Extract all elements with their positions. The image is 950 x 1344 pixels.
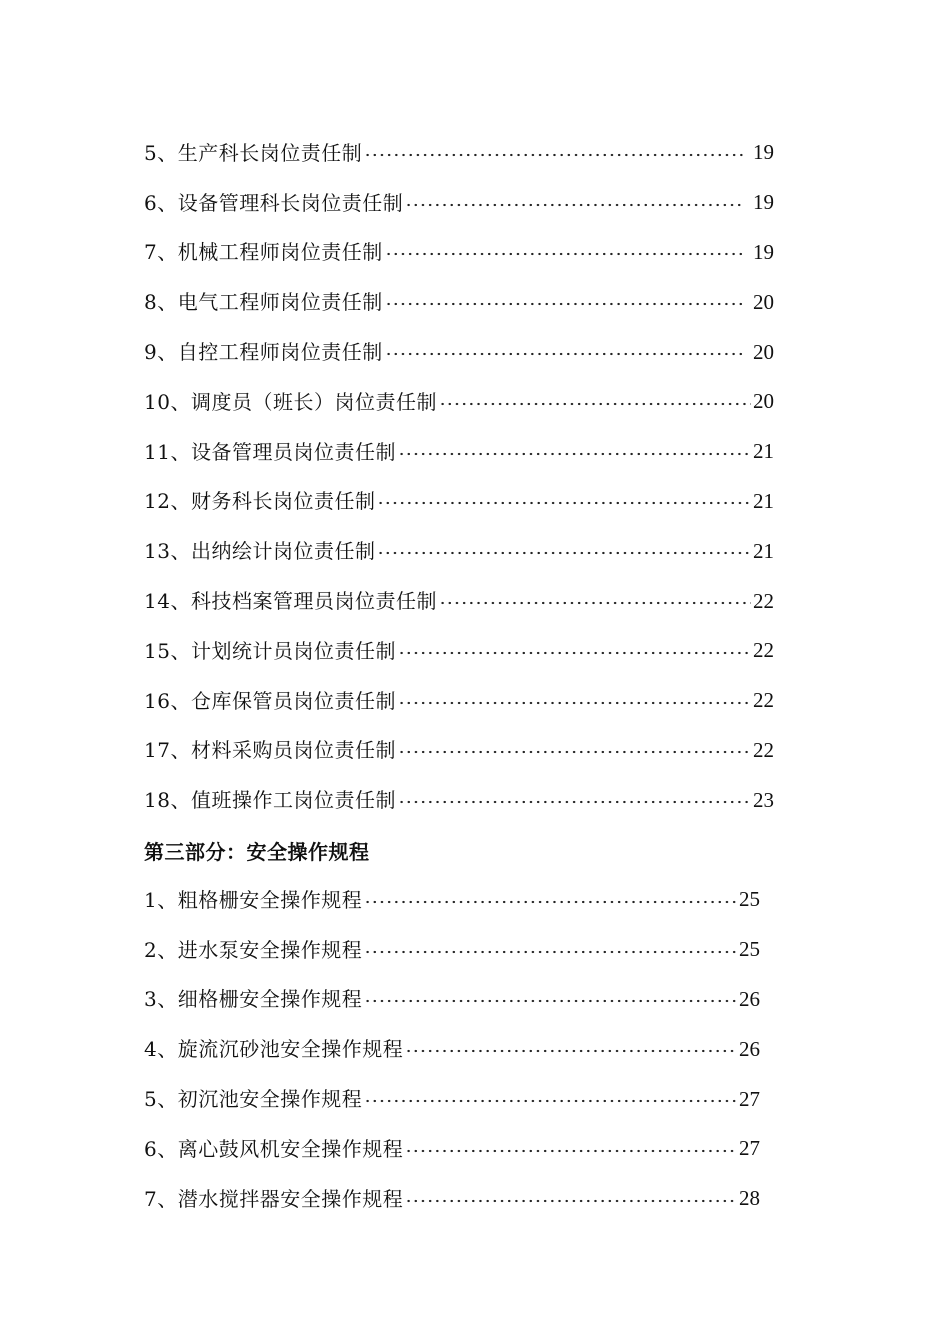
dot-leader <box>364 999 737 1003</box>
toc-entry-title: 14、科技档案管理员岗位责任制 <box>144 589 437 614</box>
toc-entry[interactable] <box>144 1024 760 1074</box>
dot-leader <box>405 1199 737 1203</box>
toc-entry-title: 10、调度员（班长）岗位责任制 <box>144 389 437 414</box>
dot-leader <box>405 1149 737 1153</box>
toc-entry-page: 22 <box>753 638 774 663</box>
toc-entry[interactable] <box>144 377 774 427</box>
toc-entry[interactable] <box>144 327 774 377</box>
toc-entry-page: 22 <box>753 688 774 713</box>
dot-leader <box>398 800 751 804</box>
toc-entry-page: 20 <box>753 289 774 314</box>
dot-leader <box>405 203 743 207</box>
toc-entry-title: 6、设备管理科长岗位责任制 <box>144 190 404 215</box>
section-heading-part3: 第三部分：安全操作规程 <box>144 839 370 864</box>
toc-entry[interactable] <box>144 576 774 626</box>
toc-entry-title: 5、生产科长岗位责任制 <box>144 140 363 165</box>
toc-entry-title: 7、潜水搅拌器安全操作规程 <box>144 1186 404 1211</box>
dot-leader <box>398 701 751 705</box>
dot-leader <box>405 1049 737 1053</box>
toc-entry-title: 7、机械工程师岗位责任制 <box>144 240 383 265</box>
toc-entry-title: 3、细格栅安全操作规程 <box>144 987 363 1012</box>
toc-entry[interactable] <box>144 526 774 576</box>
toc-entry[interactable] <box>144 427 774 477</box>
dot-leader <box>398 452 751 456</box>
toc-entry-title: 13、出纳绘计岗位责任制 <box>144 539 376 564</box>
toc-entry-title: 4、旋流沉砂池安全操作规程 <box>144 1037 404 1062</box>
toc-entry[interactable] <box>144 626 774 676</box>
dot-leader <box>439 402 751 406</box>
toc-entry-title: 15、计划统计员岗位责任制 <box>144 638 396 663</box>
toc-entry-page: 20 <box>753 339 774 364</box>
toc-entry[interactable] <box>144 277 774 327</box>
toc-entry-title: 8、电气工程师岗位责任制 <box>144 290 383 315</box>
dot-leader <box>385 302 743 306</box>
toc-entry-page: 28 <box>739 1186 760 1211</box>
toc-entry-title: 9、自控工程师岗位责任制 <box>144 340 383 365</box>
toc-entry-page: 23 <box>753 787 774 812</box>
dot-leader <box>364 900 737 904</box>
dot-leader <box>398 750 751 754</box>
toc-entry[interactable] <box>144 875 760 925</box>
toc-entry[interactable] <box>144 1074 760 1124</box>
toc-entry-page: 19 <box>753 140 774 165</box>
toc-entry-page: 19 <box>753 190 774 215</box>
toc-entry-title: 1、粗格栅安全操作规程 <box>144 887 363 912</box>
toc-entry-title: 2、进水泵安全操作规程 <box>144 937 363 962</box>
dot-leader <box>385 252 743 256</box>
dot-leader <box>439 601 751 605</box>
toc-entry[interactable] <box>144 477 774 527</box>
toc-entry-page: 27 <box>739 1086 760 1111</box>
toc-entry[interactable] <box>144 775 774 825</box>
toc-entry-page: 21 <box>753 538 774 563</box>
toc-entry-page: 21 <box>753 488 774 513</box>
toc-entry-title: 11、设备管理员岗位责任制 <box>144 439 396 464</box>
toc-entry-page: 22 <box>753 588 774 613</box>
toc-entry[interactable] <box>144 975 760 1025</box>
dot-leader <box>385 352 743 356</box>
toc-entry-title: 16、仓库保管员岗位责任制 <box>144 688 396 713</box>
toc-entry-page: 25 <box>739 887 760 912</box>
toc-entry[interactable] <box>144 128 774 178</box>
toc-entry[interactable] <box>144 1124 760 1174</box>
toc-entry[interactable] <box>144 726 774 776</box>
dot-leader <box>364 1099 737 1103</box>
toc-entry-page: 25 <box>739 937 760 962</box>
dot-leader <box>377 501 751 505</box>
toc-entry[interactable] <box>144 1174 760 1224</box>
toc-entry-title: 6、离心鼓风机安全操作规程 <box>144 1136 404 1161</box>
toc-entry-title: 18、值班操作工岗位责任制 <box>144 788 396 813</box>
toc-entry-page: 27 <box>739 1136 760 1161</box>
toc-entry-page: 19 <box>753 239 774 264</box>
toc-entry[interactable] <box>144 178 774 228</box>
toc-entry-page: 26 <box>739 986 760 1011</box>
dot-leader <box>364 950 737 954</box>
toc-entry-title: 17、材料采购员岗位责任制 <box>144 738 396 763</box>
toc-entry-title: 5、初沉池安全操作规程 <box>144 1087 363 1112</box>
dot-leader <box>364 153 743 157</box>
toc-entry-page: 22 <box>753 737 774 762</box>
toc-entry[interactable] <box>144 228 774 278</box>
table-of-contents <box>144 128 774 1224</box>
dot-leader <box>377 551 751 555</box>
toc-entry[interactable] <box>144 925 760 975</box>
toc-entry-page: 20 <box>753 389 774 414</box>
toc-entry-title: 12、财务科长岗位责任制 <box>144 489 376 514</box>
toc-entry[interactable] <box>144 676 774 726</box>
toc-entry-page: 21 <box>753 439 774 464</box>
toc-entry-page: 26 <box>739 1036 760 1061</box>
dot-leader <box>398 651 751 655</box>
